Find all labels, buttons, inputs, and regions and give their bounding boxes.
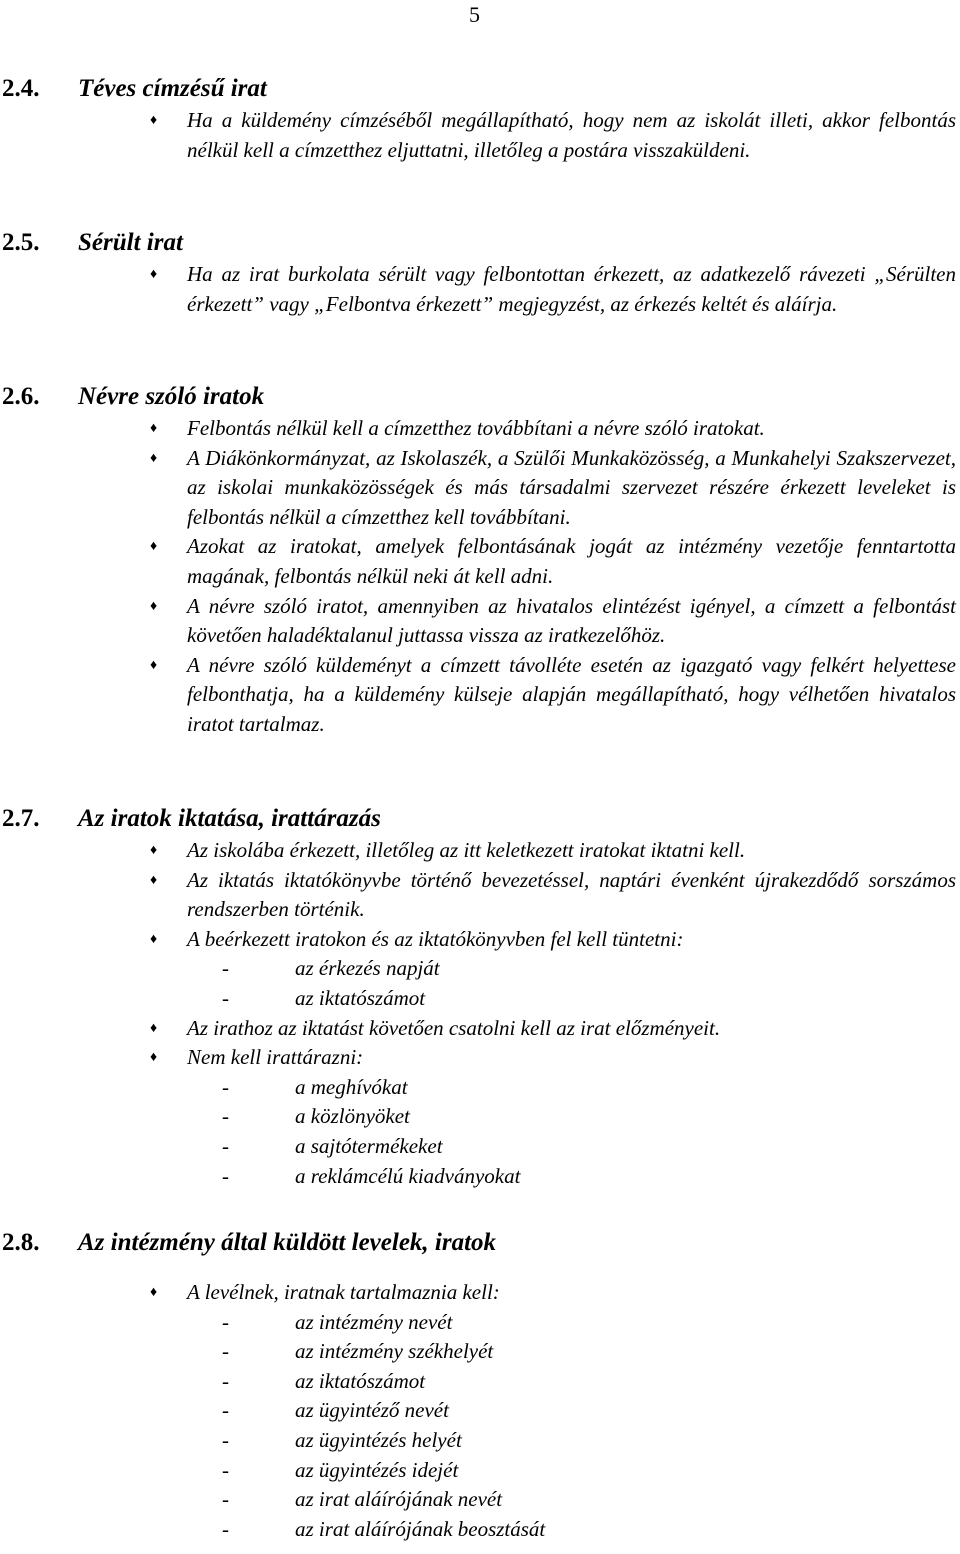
list-item-text: Felbontás nélkül kell a címzetthez továbbítani a névre szóló iratokat.: [187, 416, 765, 440]
section-title: Sérült irat: [78, 229, 183, 256]
list-item-text: Nem kell irattárazni:: [187, 1045, 364, 1070]
list-item-text: A levélnek, iratnak tartalmaznia kell:: [187, 1280, 500, 1304]
diamond-bullet-icon: ♦: [150, 421, 158, 436]
diamond-bullet-icon: ♦: [150, 113, 158, 128]
sub-list-item: [0, 1308, 960, 1338]
diamond-bullet-icon: ♦: [150, 843, 158, 858]
list-item-text: A névre szóló küldeményt a címzett távolléte esetén az igazgató vagy felkért helyettese felbonthatja, ha a küldemény külseje alapján megállapítható, hogy vélhetően hivatalos iratot tartalmaz.: [187, 652, 956, 736]
list-item: [0, 106, 960, 165]
section-heading: [0, 226, 960, 260]
section-2-8: [0, 1226, 960, 1544]
sub-list-item: [0, 1426, 960, 1456]
sub-list-item: [0, 1073, 960, 1103]
section-heading: [0, 1226, 960, 1260]
diamond-bullet-icon: ♦: [150, 872, 158, 888]
section-title: Téves címzésű irat: [78, 75, 267, 102]
sub-list-item: [0, 984, 960, 1014]
dash-marker: -: [222, 1368, 229, 1393]
list-item: [0, 532, 960, 591]
sub-list-item: [0, 1337, 960, 1367]
list-item: [0, 925, 960, 955]
sub-list-item-text: az irat aláírójának nevét: [295, 1487, 503, 1512]
sub-list-item-text: a sajtótermékeket: [295, 1133, 443, 1158]
section-number: 2.4.: [2, 75, 40, 102]
sub-list-item-text: az iktatószámot: [295, 985, 426, 1010]
dash-marker: -: [222, 1309, 229, 1334]
diamond-bullet-icon: ♦: [150, 598, 158, 614]
dash-marker: -: [222, 1398, 229, 1423]
sub-list-item-text: az irat aláírójának beosztását: [295, 1516, 546, 1541]
list-item-text: A névre szóló iratot, amennyiben az hivatalos elintézést igényel, a címzett a felbontást követően haladéktalanul juttassa vissza az iratkezelőhöz.: [187, 593, 956, 648]
section-heading: [0, 72, 960, 106]
list-item: [0, 1014, 960, 1044]
dash-marker: -: [222, 1133, 229, 1158]
list-item-text: Ha az irat burkolata sérült vagy felbontottan érkezett, az adatkezelő rávezeti „Sérülten érkezett” vagy „Felbontva érkezett” megjegyzést, az érkezés keltét és aláírja.: [187, 262, 956, 316]
sub-list-item-text: a reklámcélú kiadványokat: [295, 1163, 521, 1188]
diamond-bullet-icon: ♦: [150, 539, 158, 555]
sub-list-item: [0, 1132, 960, 1162]
dash-marker: -: [222, 1104, 229, 1129]
diamond-bullet-icon: ♦: [150, 1020, 158, 1036]
list-item-text: Az iktatás iktatókönyvbe történő bevezetéssel, naptári évenként újrakezdődő sorszámos rendszerben történik.: [187, 867, 956, 922]
list-item-text: A beérkezett iratokon és az iktatókönyvben fel kell tüntetni:: [187, 926, 684, 951]
section-title: Névre szóló iratok: [78, 383, 265, 410]
sub-list-item-text: az ügyintéző nevét: [295, 1398, 449, 1423]
sub-list-item-text: az intézmény székhelyét: [295, 1339, 494, 1364]
dash-marker: -: [222, 1163, 229, 1188]
sub-list-item: [0, 1102, 960, 1132]
dash-marker: -: [222, 1339, 229, 1364]
diamond-bullet-icon: ♦: [150, 450, 158, 466]
section-2-5: [0, 226, 960, 319]
section-2-7: [0, 802, 960, 1191]
sub-list-item-text: a meghívókat: [295, 1074, 408, 1099]
dash-marker: -: [222, 1427, 229, 1452]
section-title: Az iratok iktatása, irattárazás: [78, 805, 381, 832]
list-item: [0, 866, 960, 925]
section-number: 2.7.: [2, 805, 40, 832]
sub-list-item-text: az intézmény nevét: [295, 1309, 453, 1334]
section-number: 2.8.: [2, 1229, 40, 1256]
diamond-bullet-icon: ♦: [150, 267, 158, 282]
diamond-bullet-icon: ♦: [150, 931, 158, 947]
list-item: [0, 414, 960, 444]
list-item-text: Az irathoz az iktatást követően csatolni kell az irat előzményeit.: [187, 1015, 721, 1040]
sub-list-item: [0, 1485, 960, 1515]
sub-list-item: [0, 1456, 960, 1486]
sub-list-item-text: az ügyintézés helyét: [295, 1427, 462, 1452]
section-heading: [0, 380, 960, 414]
dash-marker: -: [222, 985, 229, 1010]
dash-marker: -: [222, 1074, 229, 1099]
sub-list-item: [0, 954, 960, 984]
list-item: [0, 1043, 960, 1073]
list-item-text: Ha a küldemény címzéséből megállapítható, hogy nem az iskolát illeti, akkor felbontás nélkül kell a címzetthez eljuttatni, illetőleg a postára visszaküldeni.: [187, 108, 956, 162]
sub-list-item: [0, 1396, 960, 1426]
list-item: [0, 651, 960, 740]
list-item: [0, 260, 960, 319]
dash-marker: -: [222, 956, 229, 981]
list-item-text: Azokat az iratokat, amelyek felbontásának jogát az intézmény vezetője fenntartotta magának, felbontás nélkül neki át kell adni.: [187, 534, 956, 588]
sub-list-item: [0, 1515, 960, 1545]
sub-list-item: [0, 1367, 960, 1397]
sub-list-item-text: a közlönyöket: [295, 1104, 410, 1129]
diamond-bullet-icon: ♦: [150, 1050, 158, 1066]
section-title: Az intézmény által küldött levelek, iratok: [78, 1229, 497, 1256]
section-2-4: [0, 72, 960, 165]
list-item-text: A Diákönkormányzat, az Iskolaszék, a Szülői Munkaközösség, a Munkahelyi Szakszervezet, az iskolai munkaközösségek és más társadalmi szervezet részére érkezett leveleket is felbontás nélkül a címzetthez kell továbbítani.: [187, 445, 956, 529]
dash-marker: -: [222, 1487, 229, 1512]
list-item: [0, 592, 960, 651]
section-number: 2.6.: [2, 383, 40, 410]
diamond-bullet-icon: ♦: [150, 1285, 158, 1300]
list-item-text: Az iskolába érkezett, illetőleg az itt keletkezett iratokat iktatni kell.: [187, 838, 746, 862]
sub-list-item-text: az ügyintézés idejét: [295, 1457, 459, 1482]
section-number: 2.5.: [2, 229, 40, 256]
section-heading: [0, 802, 960, 836]
sub-list-item: [0, 1162, 960, 1192]
dash-marker: -: [222, 1516, 229, 1541]
dash-marker: -: [222, 1457, 229, 1482]
sub-list-item-text: az iktatószámot: [295, 1368, 426, 1393]
list-item: [0, 444, 960, 533]
list-item: [0, 836, 960, 866]
diamond-bullet-icon: ♦: [150, 657, 158, 673]
sub-list-item-text: az érkezés napját: [295, 956, 440, 981]
page-number: 5: [469, 2, 480, 27]
list-item: [0, 1278, 960, 1308]
section-2-6: [0, 380, 960, 740]
